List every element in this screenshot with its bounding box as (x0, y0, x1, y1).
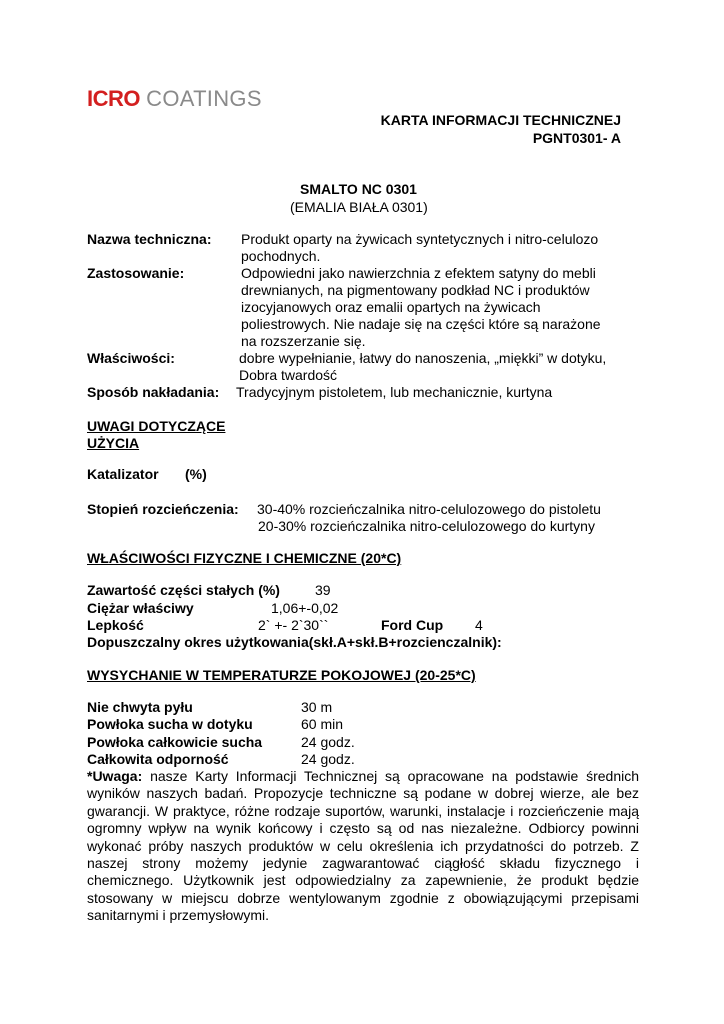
spec-value-application-5: na rozszerzanie się. (241, 333, 366, 349)
viscosity-value: 2` +- 2`30`` (258, 617, 329, 633)
spec-value-technical-name-2: pochodnych. (241, 248, 321, 264)
catalyst-unit: (%) (185, 466, 207, 482)
logo-suffix: COATINGS (146, 86, 262, 111)
product-subtitle: (EMALIA BIAŁA 0301) (290, 199, 428, 215)
drying-value-resistance: 24 godz. (301, 751, 355, 767)
note-label: *Uwaga: (87, 768, 143, 784)
doc-code: PGNT0301- A (532, 130, 621, 146)
thinning-value-1: 30-40% rozcieńczalnika nitro-celulozowego do pistoletu (257, 501, 601, 517)
product-name: SMALTO NC 0301 (300, 181, 417, 197)
spec-value-properties-1: dobre wypełnianie, łatwy do nanoszenia, „miękki” w dotyku, (239, 350, 607, 366)
spec-label-application: Zastosowanie: (87, 265, 185, 281)
solids-label: Zawartość części stałych (%) (87, 582, 280, 598)
ford-cup-label: Ford Cup (381, 617, 444, 633)
specific-weight-value: 1,06+-0,02 (271, 600, 339, 616)
doc-type-title: KARTA INFORMACJI TECHNICZNEJ (380, 112, 621, 128)
drying-label-dust-free: Nie chwyta pyłu (87, 699, 193, 715)
spec-label-properties: Właściwości: (87, 350, 175, 366)
drying-label-fully-dry: Powłoka całkowicie sucha (87, 734, 263, 750)
drying-value-fully-dry: 24 godz. (301, 734, 355, 750)
drying-value-touch-dry: 60 min (301, 716, 344, 732)
drying-value-dust-free: 30 m (301, 699, 333, 715)
pot-life-label: Dopuszczalny okres użytkowania(skł.A+skł.B+rozcienczalnik): (87, 634, 502, 650)
spec-label-technical-name: Nazwa techniczna: (87, 231, 212, 247)
drying-label-touch-dry: Powłoka sucha w dotyku (87, 716, 253, 732)
usage-heading-line1: UWAGI DOTYCZĄCE (87, 418, 226, 434)
company-logo (87, 86, 262, 112)
spec-value-technical-name-1: Produkt oparty na żywicach syntetycznych i nitro-celulozo (241, 231, 599, 247)
drying-heading: WYSYCHANIE W TEMPERATURZE POKOJOWEJ (20-25*C) (87, 667, 476, 683)
spec-value-properties-2: Dobra twardość (239, 367, 338, 383)
disclaimer-note (87, 768, 639, 925)
spec-value-method: Tradycyjnym pistoletem, lub mechanicznie, kurtyna (236, 384, 553, 400)
spec-value-application-1: Odpowiedni jako nawierzchnia z efektem satyny do mebli (241, 265, 596, 281)
note-text: nasze Karty Informacji Technicznej są opracowane na podstawie średnich wyników naszych badań. Propozycje techniczne są podane w dobrej wierze, ale bez gwarancji. W praktyce, różne rodzaje suportów, warunki, instalacje i rozcieńczenie mają ogromny wpływ na wynik końcowy i często są od nas niezależne. Odbiorcy powinni wykonać próby naszych produktów w celu określenia ich przydatności do potrzeb. Z naszej strony możemy jedynie zagwarantować ciągłość składu fizycznego i chemicznego. Użytkownik jest odpowiedzialny za zapewnienie, że produkt będzie stosowany w miejscu dobrze wentylowanym zgodnie z obowiązującymi przepisami sanitarnymi i przemysłowymi. (87, 768, 639, 924)
solids-value: 39 (315, 582, 331, 598)
catalyst-label: Katalizator (87, 466, 159, 482)
specific-weight-label: Ciężar właściwy (87, 600, 194, 616)
spec-value-application-3: izocyjanowych oraz emalii opartych na żywicach (241, 299, 541, 315)
drying-label-resistance: Całkowita odporność (87, 751, 229, 767)
spec-value-application-4: poliestrowych. Nie nadaje się na części które są narażone (241, 316, 601, 332)
logo-brand: ICRO (87, 86, 140, 111)
usage-heading-line2: UŻYCIA (87, 435, 140, 451)
thinning-label: Stopień rozcieńczenia: (87, 501, 239, 517)
viscosity-label: Lepkość (87, 617, 144, 633)
spec-value-application-2: drewnianych, na pigmentowany podkład NC i produktów (241, 282, 590, 298)
physical-heading: WŁAŚCIWOŚCI FIZYCZNE I CHEMICZNE (20*C) (87, 550, 402, 566)
ford-cup-value: 4 (475, 617, 483, 633)
thinning-value-2: 20-30% rozcieńczalnika nitro-celulozowego do kurtyny (258, 518, 595, 534)
spec-label-method: Sposób nakładania: (87, 384, 220, 400)
